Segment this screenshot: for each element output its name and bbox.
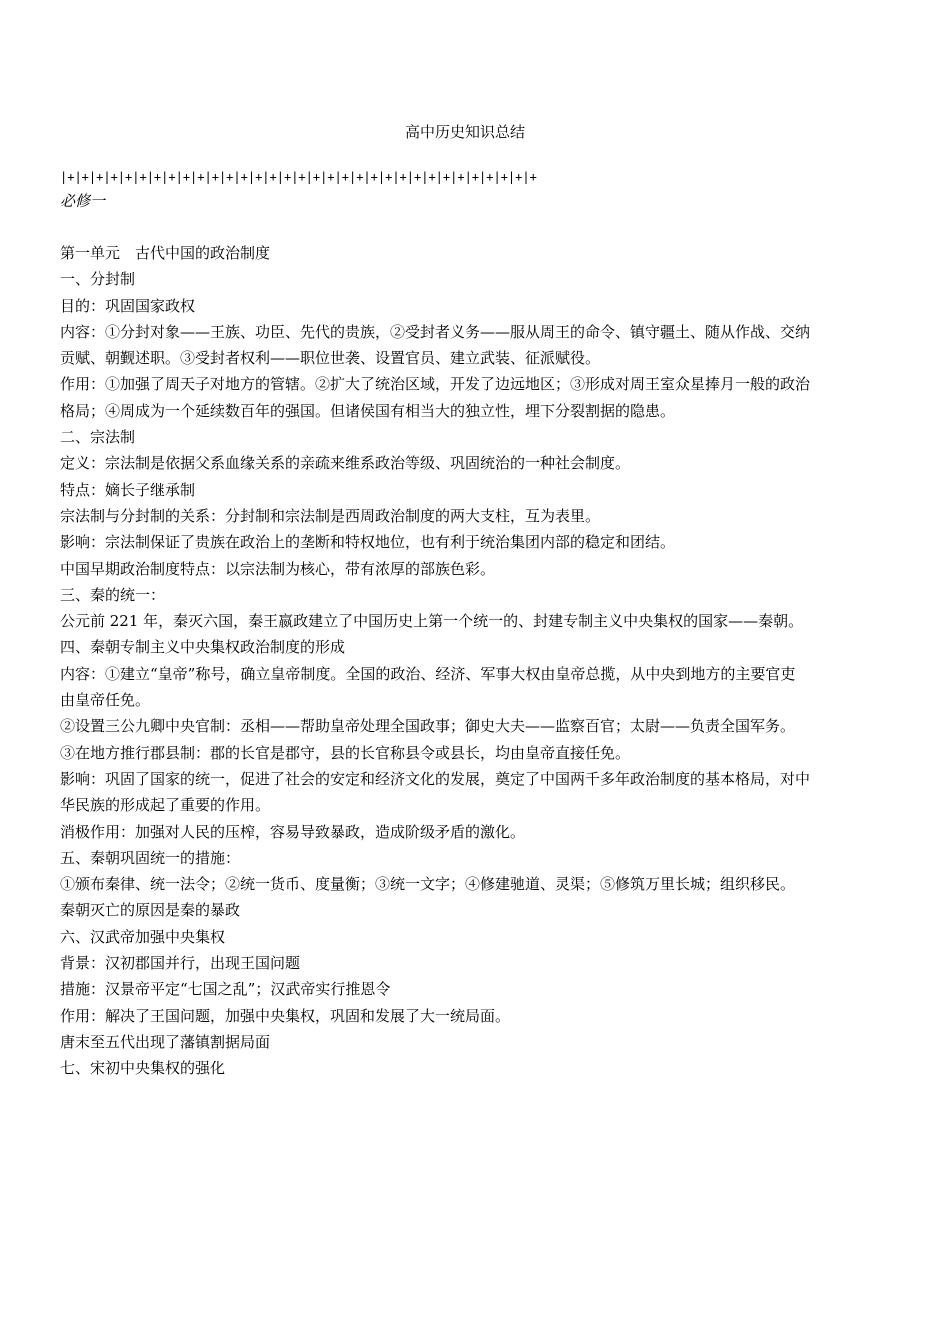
paragraph: 一、分封制: [60, 270, 136, 289]
paragraph: ②设置三公九卿中央官制：丞相——帮助皇帝处理全国政事；御史大夫——监察百官；太尉——负责全国军务。: [60, 717, 796, 736]
paragraph: 宗法制与分封制的关系：分封制和宗法制是西周政治制度的两大支柱，互为表里。: [60, 506, 601, 525]
paragraph: 六、汉武帝加强中央集权: [60, 927, 226, 946]
paragraph: 内容：①分封对象——王族、功臣、先代的贵族，②受封者义务——服从周王的命令、镇守疆土、随从作战、交纳贡赋、朝觐述职。③受封者权利——职位世袭、设置官员、建立武装、征派赋役。: [60, 322, 811, 368]
paragraph: 作用：①加强了周天子对地方的管辖。②扩大了统治区域，开发了边远地区；③形成对周王室众星捧月一般的政治格局；④周成为一个延续数百年的强国。但诸侯国有相当大的独立性，埋下分裂割据的隐患。: [60, 375, 811, 420]
paragraph: 四、秦朝专制主义中央集权政治制度的形成: [60, 638, 346, 657]
ruler-line: |+|+|+|+|+|+|+|+|+|+|+|+|+|+|+|+|+|+|+|+|+|+|+|+|+|+|+|+|+|+|+|+|+: [60, 170, 537, 184]
paragraph: 五、秦朝巩固统一的措施：: [60, 848, 241, 867]
paragraph: 内容：①建立“皇帝”称号，确立皇帝制度。全国的政治、经济、军事大权由皇帝总揽，从中央到地方的主要官吏由皇帝任免。: [60, 664, 796, 710]
paragraph: 消极作用：加强对人民的压榨，容易导致暴政，造成阶级矛盾的激化。: [60, 822, 526, 841]
paragraph: 措施：汉景帝平定“七国之乱”；汉武帝实行推恩令: [60, 980, 391, 999]
paragraph: 公元前 221 年，秦灭六国，秦王嬴政建立了中国历史上第一个统一的、封建专制主义中央集权的国家——秦朝。: [60, 612, 804, 631]
paragraph: 作用：解决了王国问题，加强中央集权，巩固和发展了大一统局面。: [60, 1006, 511, 1025]
paragraph: 中国早期政治制度特点：以宗法制为核心，带有浓厚的部族色彩。: [60, 559, 496, 578]
paragraph: 二、宗法制: [60, 428, 136, 447]
paragraph: 三、秦的统一：: [60, 585, 166, 604]
paragraph: 目的：巩固国家政权: [60, 296, 196, 315]
paragraph: 影响：宗法制保证了贵族在政治上的垄断和特权地位，也有利于统治集团内部的稳定和团结。: [60, 533, 676, 552]
paragraph: 特点：嫡长子继承制: [60, 480, 196, 499]
paragraph: 唐末至五代出现了藩镇割据局面: [60, 1032, 271, 1051]
paragraph: 七、宋初中央集权的强化: [60, 1059, 226, 1078]
paragraph: 秦朝灭亡的原因是秦的暴政: [60, 901, 241, 920]
document-body: [60, 240, 810, 1082]
volume-heading: 必修一: [60, 192, 106, 210]
document-title: 高中历史知识总结: [404, 123, 525, 141]
paragraph: 背景：汉初郡国并行，出现王国问题: [60, 954, 301, 973]
paragraph: 定义：宗法制是依据父系血缘关系的亲疏来维系政治等级、巩固统治的一种社会制度。: [60, 454, 631, 473]
paragraph: ①颁布秦律、统一法令；②统一货币、度量衡；③统一文字；④修建驰道、灵渠；⑤修筑万里长城；组织移民。: [60, 875, 796, 894]
paragraph: 影响：巩固了国家的统一，促进了社会的安定和经济文化的发展，奠定了中国两千多年政治制度的基本格局，对中华民族的形成起了重要的作用。: [60, 769, 811, 815]
blank-line: [60, 214, 810, 240]
paragraph: 第一单元 古代中国的政治制度: [60, 244, 271, 262]
paragraph: ③在地方推行郡县制：郡的长官是郡守，县的长官称县令或县长，均由皇帝直接任免。: [60, 743, 631, 762]
